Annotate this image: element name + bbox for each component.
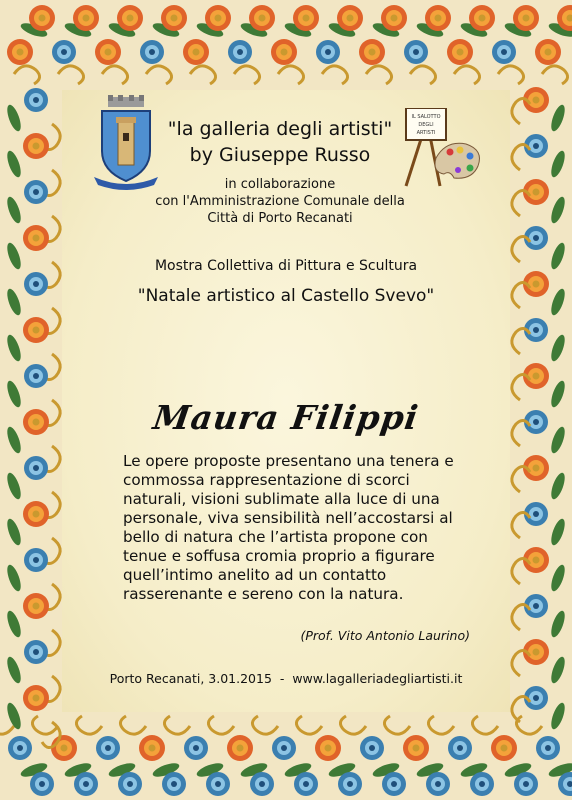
border-flower <box>140 40 164 64</box>
border-flower <box>447 39 473 65</box>
border-flower <box>52 40 76 64</box>
border-flower <box>206 772 230 796</box>
border-flower <box>249 5 275 31</box>
exhibition-title: "Natale artistico al Castello Svevo" <box>137 286 435 306</box>
border-flower <box>184 736 208 760</box>
border-flower <box>73 5 99 31</box>
gallery-subtitle: by Giuseppe Russo <box>189 144 371 166</box>
border-flower <box>183 39 209 65</box>
border-flower <box>139 735 165 761</box>
border-flower <box>294 772 318 796</box>
border-flower <box>8 736 32 760</box>
border-flower <box>23 685 49 711</box>
border-flower <box>7 39 33 65</box>
border-flower <box>161 5 187 31</box>
border-flower <box>23 593 49 619</box>
svg-text:IL SALOTTO: IL SALOTTO <box>411 114 441 120</box>
border-flower <box>425 5 451 31</box>
border-flower <box>30 772 54 796</box>
border-flower <box>316 40 340 64</box>
footer-date-website: Porto Recanati, 3.01.2015 - www.lagalleriadegliartisti.it <box>109 671 463 686</box>
svg-text:DEGLI: DEGLI <box>418 122 434 128</box>
border-flower <box>23 225 49 251</box>
border-flower <box>381 5 407 31</box>
border-flower <box>96 736 120 760</box>
border-flower <box>23 133 49 159</box>
border-flower <box>337 5 363 31</box>
border-flower <box>205 5 231 31</box>
border-flower <box>95 39 121 65</box>
review-text: Le opere proposte presentano una tenera e commossa rappresentazione di scorci naturali, visioni sublimate alla luce di una personale, viva sensibilità nell’accostarsi al bello di natura che l’artista propone con tenue e soffusa cromia proprio a figurare quell’intimo anelito ad un contatto rasserenante e sereno con la natura. <box>123 452 454 603</box>
border-flower <box>403 735 429 761</box>
gallery-title: "la galleria degli artisti" <box>167 118 393 140</box>
border-flower <box>470 772 494 796</box>
easel-palette-icon <box>400 108 482 188</box>
border-flower <box>24 180 48 204</box>
border-flower <box>513 5 539 31</box>
border-flower <box>272 736 296 760</box>
border-flower <box>24 456 48 480</box>
border-flower <box>117 5 143 31</box>
collaboration-line-1: in collaborazione <box>224 177 336 192</box>
border-flower <box>29 5 55 31</box>
artist-name: Maura Filippi <box>150 398 422 437</box>
border-flower <box>491 735 517 761</box>
collaboration-line-3: Città di Porto Recanati <box>207 211 353 226</box>
border-flower <box>24 88 48 112</box>
svg-text:ARTISTI: ARTISTI <box>416 130 436 136</box>
border-flower <box>250 772 274 796</box>
border-flower <box>514 772 538 796</box>
border-flower <box>24 364 48 388</box>
border-flower <box>315 735 341 761</box>
border-flower <box>227 735 253 761</box>
coat-of-arms-icon <box>94 95 158 191</box>
border-flower <box>492 40 516 64</box>
border-flower <box>293 5 319 31</box>
border-flower <box>535 39 561 65</box>
border-flower <box>118 772 142 796</box>
border-flower <box>51 735 77 761</box>
border-flower <box>228 40 252 64</box>
border-flower <box>271 39 297 65</box>
exhibition-type: Mostra Collettiva di Pittura e Scultura <box>154 258 418 274</box>
border-flower <box>338 772 362 796</box>
border-flower <box>24 548 48 572</box>
border-flower <box>162 772 186 796</box>
collaboration-line-2: con l'Amministrazione Comunale della <box>155 194 405 209</box>
border-flower <box>360 736 384 760</box>
review-author: (Prof. Vito Antonio Laurino) <box>300 628 470 643</box>
border-flower <box>23 501 49 527</box>
border-flower <box>23 317 49 343</box>
border-flower <box>382 772 406 796</box>
border-flower <box>448 736 472 760</box>
border-flower <box>359 39 385 65</box>
border-flower <box>404 40 428 64</box>
border-flower <box>536 736 560 760</box>
border-flower <box>469 5 495 31</box>
border-flower <box>426 772 450 796</box>
border-flower <box>74 772 98 796</box>
border-flower <box>24 640 48 664</box>
